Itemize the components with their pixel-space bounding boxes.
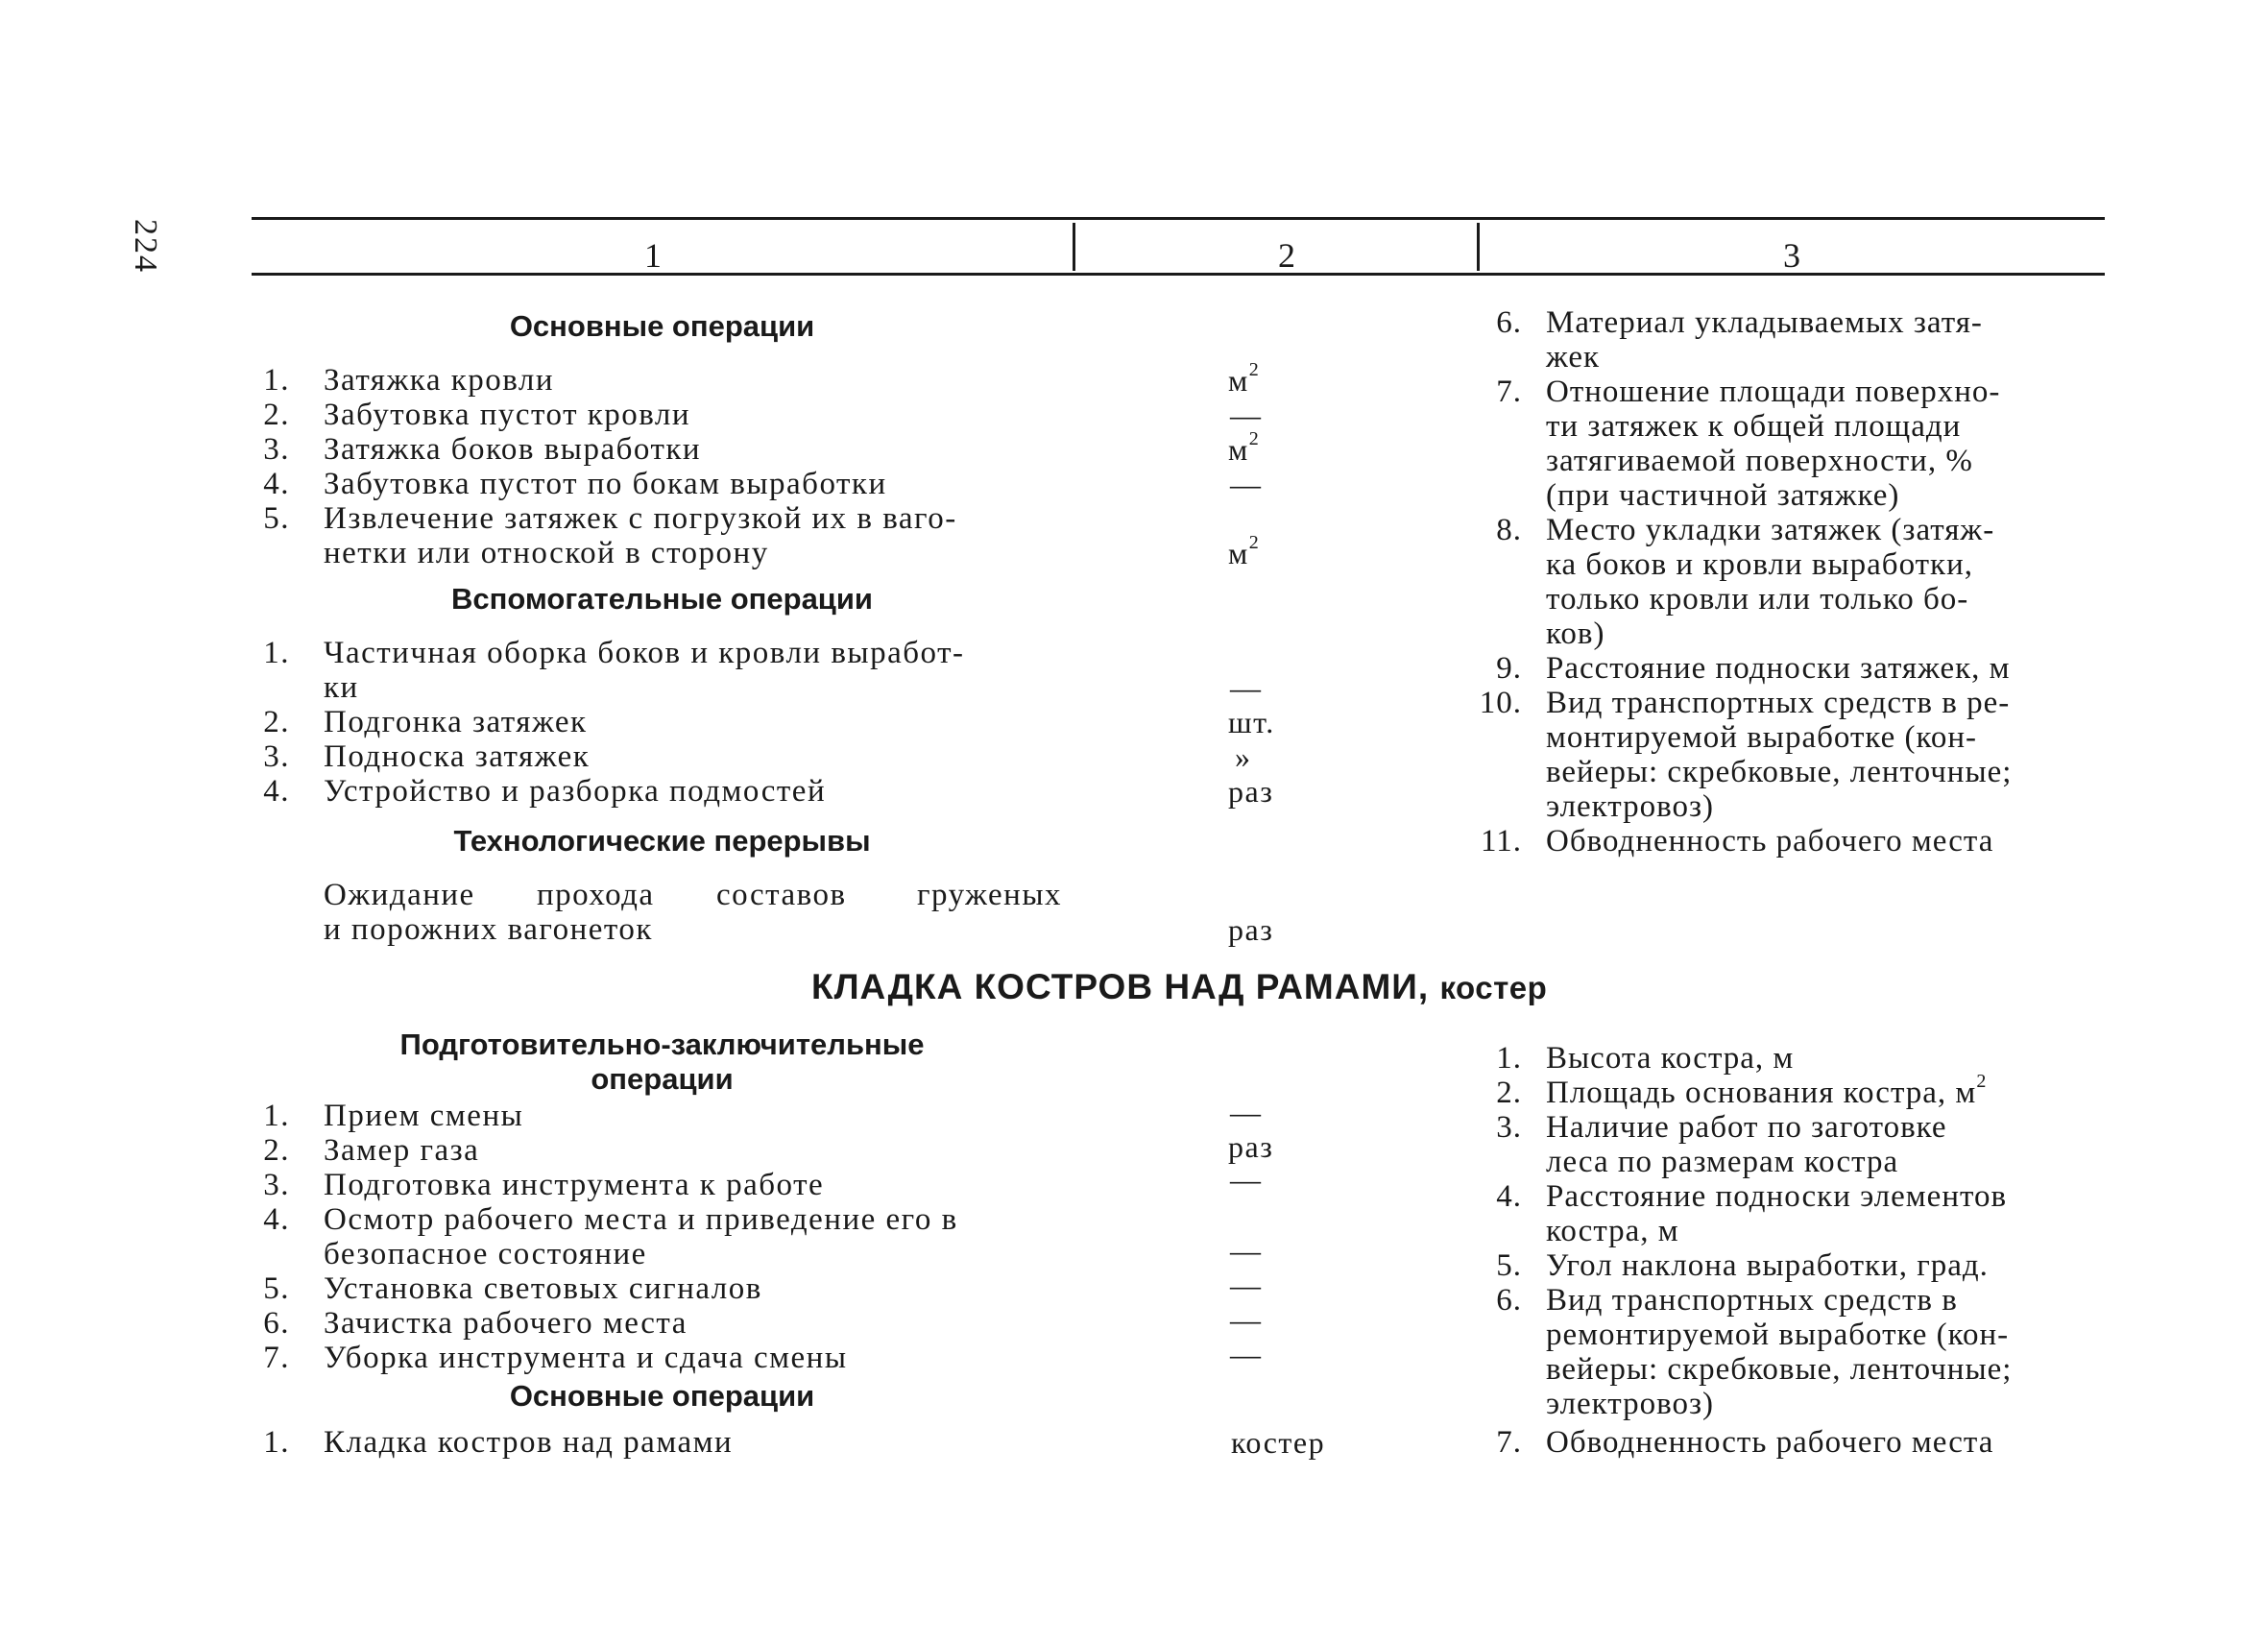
operation-text: Затяжка кровли — [324, 363, 555, 398]
list-item-number: 2. — [263, 705, 290, 739]
unit: — — [1230, 467, 1263, 501]
operation-text: Кладка костров над рамами — [324, 1425, 734, 1460]
unit: — — [1230, 1162, 1263, 1197]
list-item-number: 1. — [263, 1425, 290, 1460]
operation-text: Прием смены — [324, 1099, 524, 1133]
operation-text: Забутовка пустот по бокам выработки — [324, 467, 887, 501]
unit: — — [1230, 1337, 1263, 1371]
operation-text: Частичная оборка боков и кровли выработ- — [324, 636, 965, 670]
list-item-number: 1. — [263, 1099, 290, 1133]
unit: раз — [1228, 1129, 1274, 1164]
operation-text-continued: и порожних вагонеток — [324, 912, 653, 947]
operation-text: Подгонка затяжек — [324, 705, 588, 739]
operation-text-word: груженых — [917, 878, 1063, 912]
section-heading-preparatory-operations: Подготовительно-заключительные — [399, 1028, 925, 1061]
operation-text-continued: нетки или отноской в сторону — [324, 536, 769, 570]
header-divider-1 — [1073, 223, 1075, 271]
unit: $м^2$ — [1228, 532, 1261, 570]
operation-text: Замер газа — [324, 1133, 480, 1168]
unit: костер — [1231, 1425, 1326, 1460]
unit: — — [1230, 670, 1263, 705]
unit: шт. — [1228, 705, 1275, 739]
unit: $м^2$ — [1228, 428, 1261, 467]
section-heading-auxiliary-operations: Вспомогательные операции — [451, 582, 873, 616]
section-heading-technological-breaks: Технологические перерывы — [453, 824, 871, 858]
page-number: 224 — [128, 219, 163, 274]
section-heading-main-operations: Основные операции — [509, 309, 815, 343]
column-header-2: 2 — [1278, 236, 1295, 275]
operation-text-word: составов — [716, 878, 847, 912]
list-item-number: 5. — [263, 1271, 290, 1306]
operation-text-continued: ки — [324, 670, 359, 705]
operation-text: Подноска затяжек — [324, 739, 591, 774]
unit: раз — [1228, 912, 1274, 947]
header-top-rule — [252, 217, 2105, 220]
operation-text-continued: безопасное состояние — [324, 1237, 647, 1271]
unit: $м^2$ — [1228, 359, 1261, 398]
operation-text-word: прохода — [537, 878, 655, 912]
list-item-number: 2. — [263, 1133, 290, 1168]
list-item-number: 2. — [263, 398, 290, 432]
list-item-number: 3. — [263, 739, 290, 774]
operation-text: Затяжка боков выработки — [324, 432, 702, 467]
section-heading-preparatory-operations-continued: операции — [591, 1062, 734, 1096]
list-item-number: 4. — [263, 1202, 290, 1237]
operation-text: Устройство и разборка подмостей — [324, 774, 827, 809]
unit: — — [1230, 1302, 1263, 1337]
list-item-number: 3. — [263, 1168, 290, 1202]
unit: — — [1230, 1233, 1263, 1268]
operation-text: Зачистка рабочего места — [324, 1306, 688, 1341]
column-header-1: 1 — [644, 236, 662, 275]
unit: » — [1235, 739, 1252, 774]
operation-text-word: Ожидание — [324, 878, 475, 912]
list-item-number: 1. — [263, 363, 290, 398]
section-heading-main-operations: Основные операции — [509, 1379, 815, 1413]
operation-text: Установка световых сигналов — [324, 1271, 762, 1306]
list-item-number: 3. — [263, 432, 290, 467]
unit: — — [1230, 1095, 1263, 1129]
operation-text: Осмотр рабочего места и приведение его в — [324, 1202, 958, 1237]
operation-text: Уборка инструмента и сдача смены — [324, 1341, 848, 1375]
list-item-number: 4. — [263, 774, 290, 809]
unit: — — [1230, 398, 1263, 432]
section-title: КЛАДКА КОСТРОВ НАД РАМАМИ, костер — [811, 967, 1548, 1006]
list-item-number: 4. — [263, 467, 290, 501]
list-item-number: 5. — [263, 501, 290, 536]
operation-text: Забутовка пустот кровли — [324, 398, 691, 432]
column-header-3: 3 — [1783, 236, 1800, 275]
list-item-number: 7. — [263, 1341, 290, 1375]
operation-text: Подготовка инструмента к работе — [324, 1168, 825, 1202]
operation-text: Извлечение затяжек с погрузкой их в ваго- — [324, 501, 957, 536]
unit: — — [1230, 1268, 1263, 1302]
unit: раз — [1228, 774, 1274, 809]
list-item-number: 1. — [263, 636, 290, 670]
list-item-number: 6. — [263, 1306, 290, 1341]
header-divider-2 — [1477, 223, 1480, 271]
